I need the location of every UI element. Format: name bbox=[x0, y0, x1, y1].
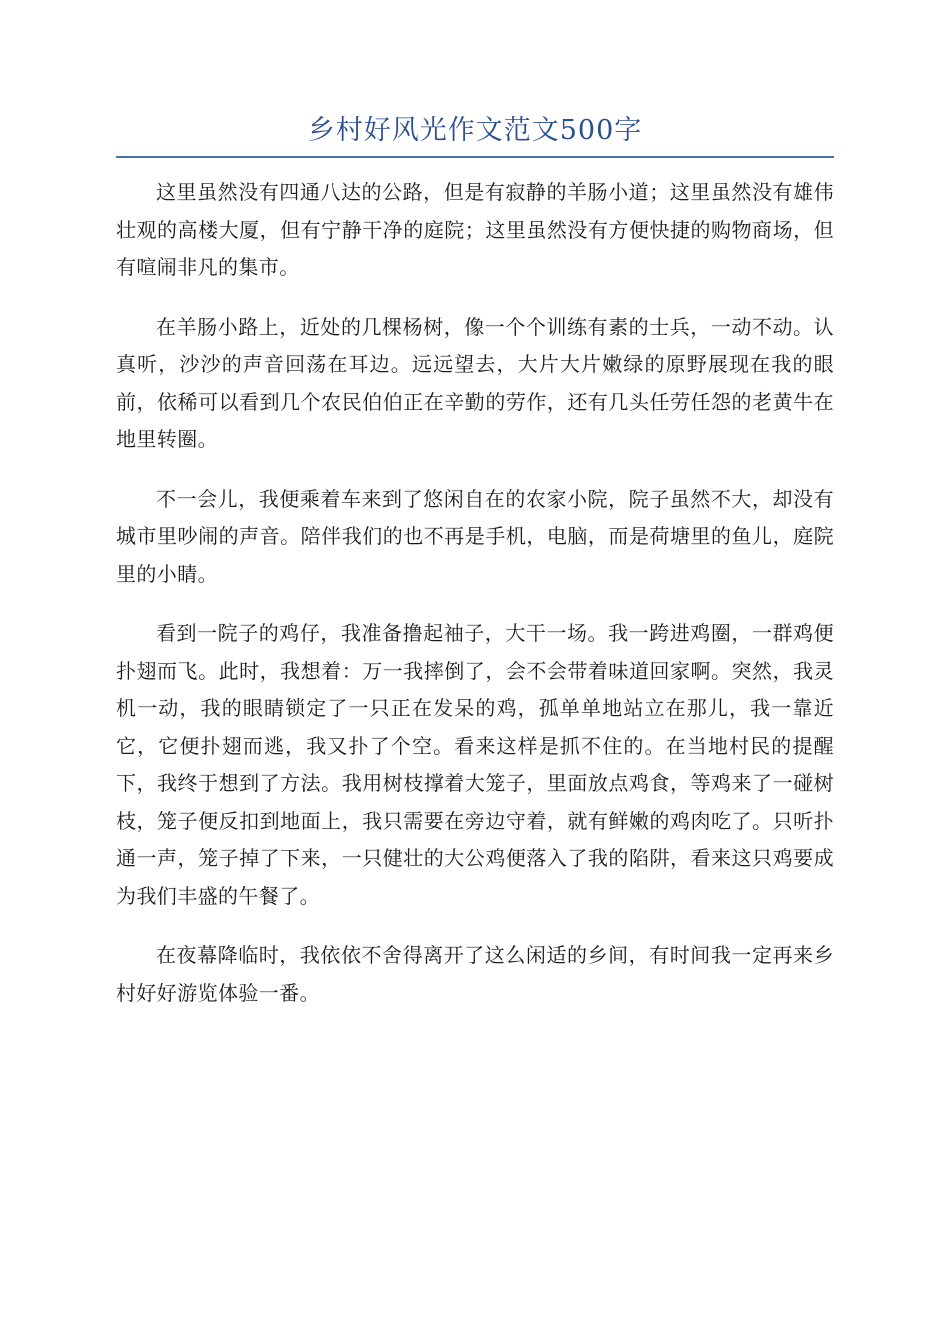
title-block bbox=[116, 108, 834, 158]
paragraph-5: 在夜幕降临时，我依依不舍得离开了这么闲适的乡间，有时间我一定再来乡村好好游览体验一番。 bbox=[116, 943, 834, 1005]
paragraph-3: 不一会儿，我便乘着车来到了悠闲自在的农家小院，院子虽然不大，却没有城市里吵闹的声音。陪伴我们的也不再是手机，电脑，而是荷塘里的鱼儿，庭院里的小睛。 bbox=[116, 486, 834, 586]
paragraph-1: 这里虽然没有四通八达的公路，但是有寂静的羊肠小道；这里虽然没有雄伟壮观的高楼大厦，但有宁静干净的庭院；这里虽然没有方便快捷的购物商场，但有喧闹非凡的集市。 bbox=[116, 180, 834, 279]
paragraph-4: 看到一院子的鸡仔，我准备撸起袖子，大干一场。我一跨进鸡圈，一群鸡便扑翅而飞。此时，我想着：万一我摔倒了，会不会带着味道回家啊。突然，我灵机一动，我的眼睛锁定了一只正在发呆的鸡，孤单单地站立在那儿，我一靠近它，它便扑翅而逃，我又扑了个空。看来这样是抓不住的。在当地村民的提醒下，我终于想到了方法。我用树枝撑着大笼子，里面放点鸡食，等鸡来了一碰树枝，笼子便反扣到地面上，我只需要在旁边守着，就有鲜嫩的鸡肉吃了。只听扑通一声，笼子掉了下来，一只健壮的大公鸡便落入了我的陷阱，看来这只鸡要成为我们丰盛的午餐了。 bbox=[116, 621, 834, 908]
paragraph-2: 在羊肠小路上，近处的几棵杨树，像一个个训练有素的士兵，一动不动。认真听，沙沙的声音回荡在耳边。远远望去，大片大片嫩绿的原野展现在我的眼前，依稀可以看到几个农民伯伯正在辛勤的劳作，还有几头任劳任怨的老黄牛在地里转圈。 bbox=[116, 314, 834, 451]
document-title: 乡村好风光作文范文500字 bbox=[307, 115, 643, 146]
document-body bbox=[116, 174, 834, 1034]
